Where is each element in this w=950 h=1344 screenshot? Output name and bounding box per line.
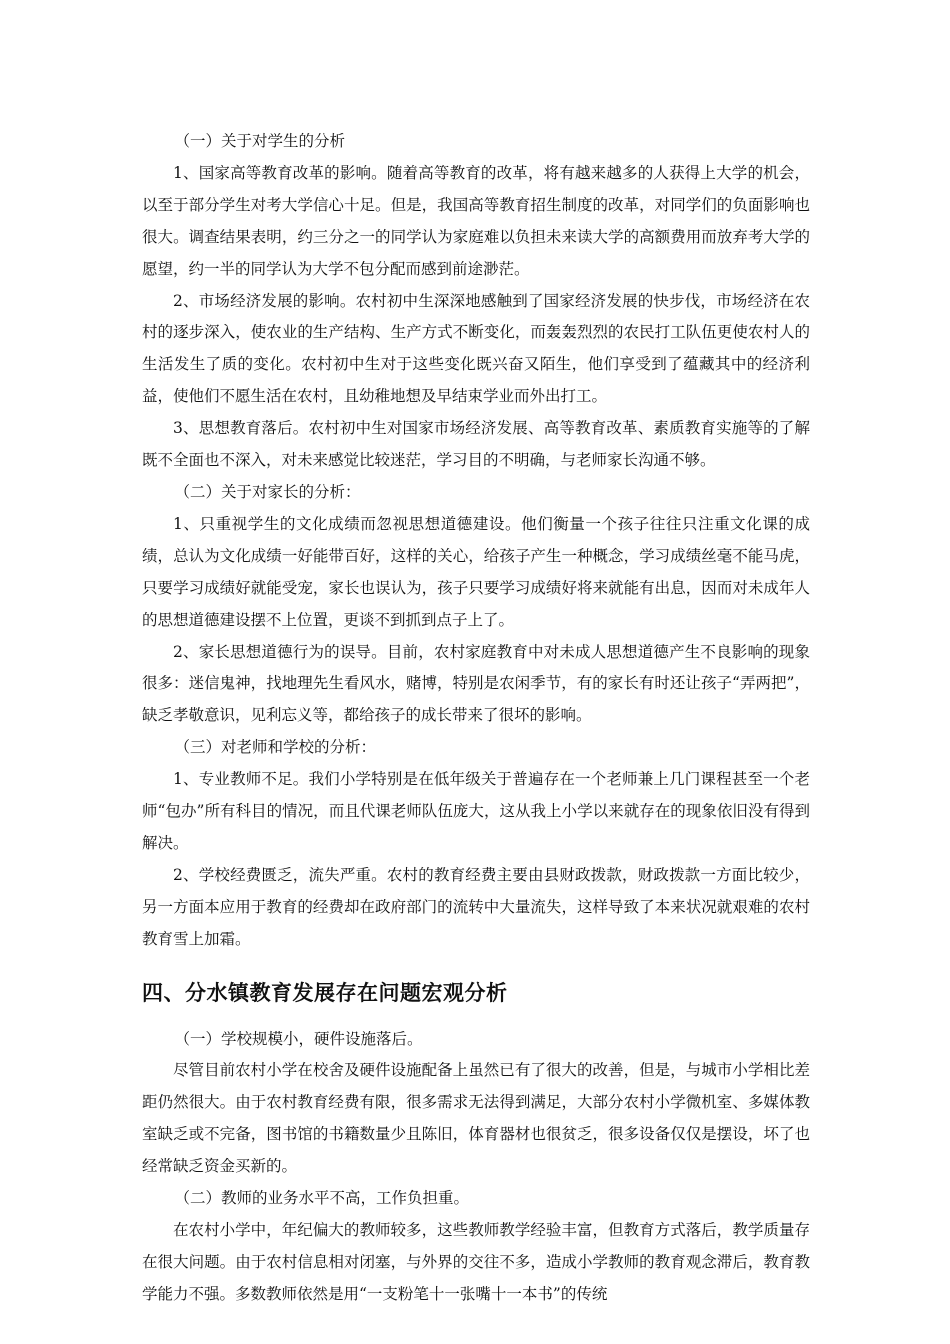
text-column: [142, 126, 810, 1311]
paragraph-higher-education-reform: 1、国家高等教育改革的影响。随着高等教育的改革，将有越来越多的人获得上大学的机会，以至于部分学生对考大学信心十足。但是，我国高等教育招生制度的改革，对同学们的负面影响也很大。调查结果表明，约三分之一的同学认为家庭难以负担未来读大学的高额费用而放弃考大学的愿望，约一半的同学认为大学不包分配而感到前途渺茫。: [142, 163, 810, 278]
paragraph-facilities: 尽管目前农村小学在校舍及硬件设施配备上虽然已有了很大的改善，但是，与城市小学相比差距仍然很大。由于农村教育经费有限，很多需求无法得到满足，大部分农村小学微机室、多媒体教室缺乏或不完备，图书馆的书籍数量少且陈旧，体育器材也很贫乏，很多设备仅仅是摆设，坏了也经常缺乏资金买新的。: [142, 1061, 810, 1176]
paragraph-ideological-education: 3、思想教育落后。农村初中生对国家市场经济发展、高等教育改革、素质教育实施等的了解既不全面也不深入，对未来感觉比较迷茫，学习目的不明确，与老师家长沟通不够。: [142, 419, 810, 470]
section-heading-four: 四、分水镇教育发展存在问题宏观分析: [142, 980, 508, 1005]
paragraph-market-economy: 2、市场经济发展的影响。农村初中生深深地感触到了国家经济发展的快步伐，市场经济在农村的逐步深入，使农业的生产结构、生产方式不断变化，而轰轰烈烈的农民打工队伍更使农村人的生活发生了质的变化。农村初中生对于这些变化既兴奋又陌生，他们享受到了蕴藏其中的经济利益，使他们不愿生活在农村，且幼稚地想及早结束学业而外出打工。: [142, 291, 810, 406]
subsection-title-parent-analysis: （二）关于对家长的分析：: [174, 482, 361, 501]
subsection-title-student-analysis: （一）关于对学生的分析: [174, 132, 346, 150]
subsection-title-teacher-level: （二）教师的业务水平不高，工作负担重。: [174, 1189, 470, 1208]
subsection-title-teacher-school-analysis: （三）对老师和学校的分析：: [174, 738, 377, 757]
paragraph-teacher-shortage: 1、专业教师不足。我们小学特别是在低年级关于普遍存在一个老师兼上几门课程甚至一个老师“包办”所有科目的情况，而且代课老师队伍庞大，这从我上小学以来就存在的现象依旧没有得到解决。: [142, 770, 810, 852]
paragraph-grades-focus: 1、只重视学生的文化成绩而忽视思想道德建设。他们衡量一个孩子往往只注重文化课的成绩，总认为文化成绩一好能带百好，这样的关心，给孩子产生一种概念，学习成绩丝毫不能马虎，只要学习成绩好就能受宠，家长也误认为，孩子只要学习成绩好将来就能有出息，因而对未成年人的思想道德建设摆不上位置，更谈不到抓到点子上了。: [142, 514, 810, 629]
paragraph-parent-misguidance: 2、家长思想道德行为的误导。目前，农村家庭教育中对未成人思想道德产生不良影响的现象很多：迷信鬼神，找地理先生看风水，赌博，特别是农闲季节，有的家长有时还让孩子“弄两把”，缺乏孝敬意识，见利忘义等，都给孩子的成长带来了很坏的影响。: [142, 642, 810, 725]
paragraph-teacher-quality: 在农村小学中，年纪偏大的教师较多，这些教师教学经验丰富，但教育方式落后，教学质量存在很大问题。由于农村信息相对闭塞，与外界的交往不多，造成小学教师的教育观念滞后，教育教学能力不强。多数教师依然是用“一支粉笔十一张嘴十一本书”的传统: [142, 1221, 810, 1303]
paragraph-school-funding: 2、学校经费匮乏，流失严重。农村的教育经费主要由县财政拨款，财政拨款一方面比较少，另一方面本应用于教育的经费却在政府部门的流转中大量流失，这样导致了本来状况就艰难的农村教育雪上加霜。: [142, 865, 810, 948]
subsection-title-school-scale: （一）学校规模小，硬件设施落后。: [174, 1029, 423, 1048]
